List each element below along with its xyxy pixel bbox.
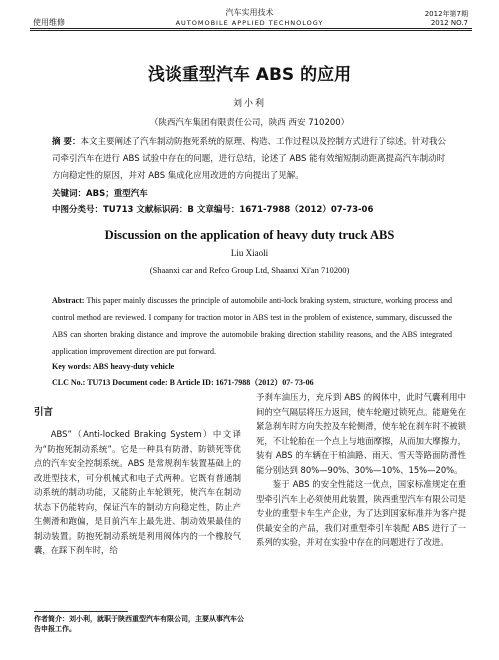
abstract-en-label: Abstract:	[52, 296, 85, 305]
keywords-zh	[52, 186, 450, 203]
paper-title-en: Discussion on the application of heavy duty truck ABS	[104, 228, 395, 242]
keywords-en	[52, 358, 452, 375]
issue-zh: 2012年第7期	[424, 10, 468, 18]
intro-left-column	[34, 427, 241, 558]
header-rule-thin	[30, 30, 472, 31]
abstract-zh-label: 摘 要：	[52, 137, 81, 147]
author-footnote: 作者简介：刘小利，就职于陕西重型汽车有限公司，主要从事汽车公告申报工作。	[34, 615, 244, 633]
keywords-zh-label: 关键词：	[52, 189, 87, 199]
journal-name-zh: 汽车实用技术	[225, 8, 274, 17]
affiliation-en: (Shaanxi car and Refco Group Ltd, Shaanxi Xi'an 710200)	[149, 265, 350, 275]
intro-paragraph-continued: 予刹车油压力，充斥到 ABS 的阀体中，此时气囊利用中间的空气隔层将压力返回，使车轮避过锁死点。能避免在紧急刹车时方向失控及车轮侧滑，使车轮在刹车时不被锁死，不让轮胎在一个点上与地面摩擦，从而加大摩擦力，装有 ABS 的车辆在干柏油路、雨天、雪天等路面防滑性能分别达到 80%—90%、30%—10%、15%—20%。	[256, 392, 466, 475]
issue-info	[425, 10, 468, 28]
footnote-rule	[34, 611, 128, 612]
intro-paragraph-2: 鉴于 ABS 的安全性能这一优点，国家标准规定在重型牵引汽车上必须使用此装置，陕西重型汽车有限公司是专业的重型卡车生产企业，为了达到国家标准并为客户提供最安全的产品，我们对重型牵引车装配 ABS 进行了一系列的实验，并对在实验中存在的问题进行了改进。	[256, 479, 466, 547]
intro-paragraph-1: ABS”（Anti-locked Braking System）中文译为“防抱死制动系统”。它是一种具有防滑、防锁死等优点的汽车安全控制系统。ABS 是常规刹车装置基础上的改进型技术，可分机械式和电子式两种。它既有普通制动系统的制动功能，又能防止车轮锁死，使汽车在制动状态下仍能转向，保证汽车的制动方向稳定性，防止产生侧滑和跑偏，是目前汽车上最先进、制动效果最佳的制动装置。防抱死制动系统是利用阀体内的一个橡胶气囊，在踩下刹车时，给	[34, 429, 241, 555]
classification-en: CLC No.: TU713 Document code: B Article ID: 1671-7988（2012）07- 73-06	[52, 378, 314, 387]
paper-title-zh: 浅谈重型汽车 ABS 的应用	[147, 65, 352, 85]
keywords-zh-text: ABS；重型汽车	[86, 189, 148, 199]
header-rule	[30, 28, 472, 29]
abstract-en	[52, 292, 452, 360]
affiliation-zh: （陕西汽车集团有限责任公司，陕西 西安 710200）	[149, 118, 350, 128]
journal-name-en: AUTOMOBILE APPLIED TECHNOLOGY	[175, 19, 324, 27]
author-en: Liu Xiaoli	[230, 248, 269, 258]
keywords-en-text: ABS heavy-duty vehicle	[91, 362, 175, 371]
issue-en: 2012 NO.7	[430, 19, 468, 27]
intro-right-column	[256, 390, 466, 550]
running-header-section: 使用维修	[33, 18, 65, 27]
keywords-en-label: Key words:	[52, 362, 92, 371]
abstract-zh-text: 本文主要阐述了汽车制动防抱死系统的原理、构造、工作过程以及控制方式进行了综述。针对我公司牵引汽车在进行 ABS 试验中存在的问题，进行总结，论述了 ABS 能有效缩短制动距离提高汽车制动时方向稳定性的原因，并对 ABS 集成化应用改进的方向提出了见解。	[52, 137, 446, 181]
abstract-zh	[52, 134, 450, 185]
classification-zh: 中图分类号：TU713 文献标识码：B 文章编号：1671-7988（2012）07-73-06	[52, 205, 374, 215]
section-heading-intro: 引言	[34, 407, 54, 418]
author-zh: 刘小利	[232, 99, 266, 109]
abstract-en-text: This paper mainly discusses the principle of automobile anti-lock braking system, structure, working process and control method are reviewed. I company for traction motor in ABS test in the problem of existence, summary, discussed the ABS can shorten braking distance and improve the automobile braking direction stability reasons, and the ABS integrated application improvement direction are put forward.	[52, 296, 452, 356]
